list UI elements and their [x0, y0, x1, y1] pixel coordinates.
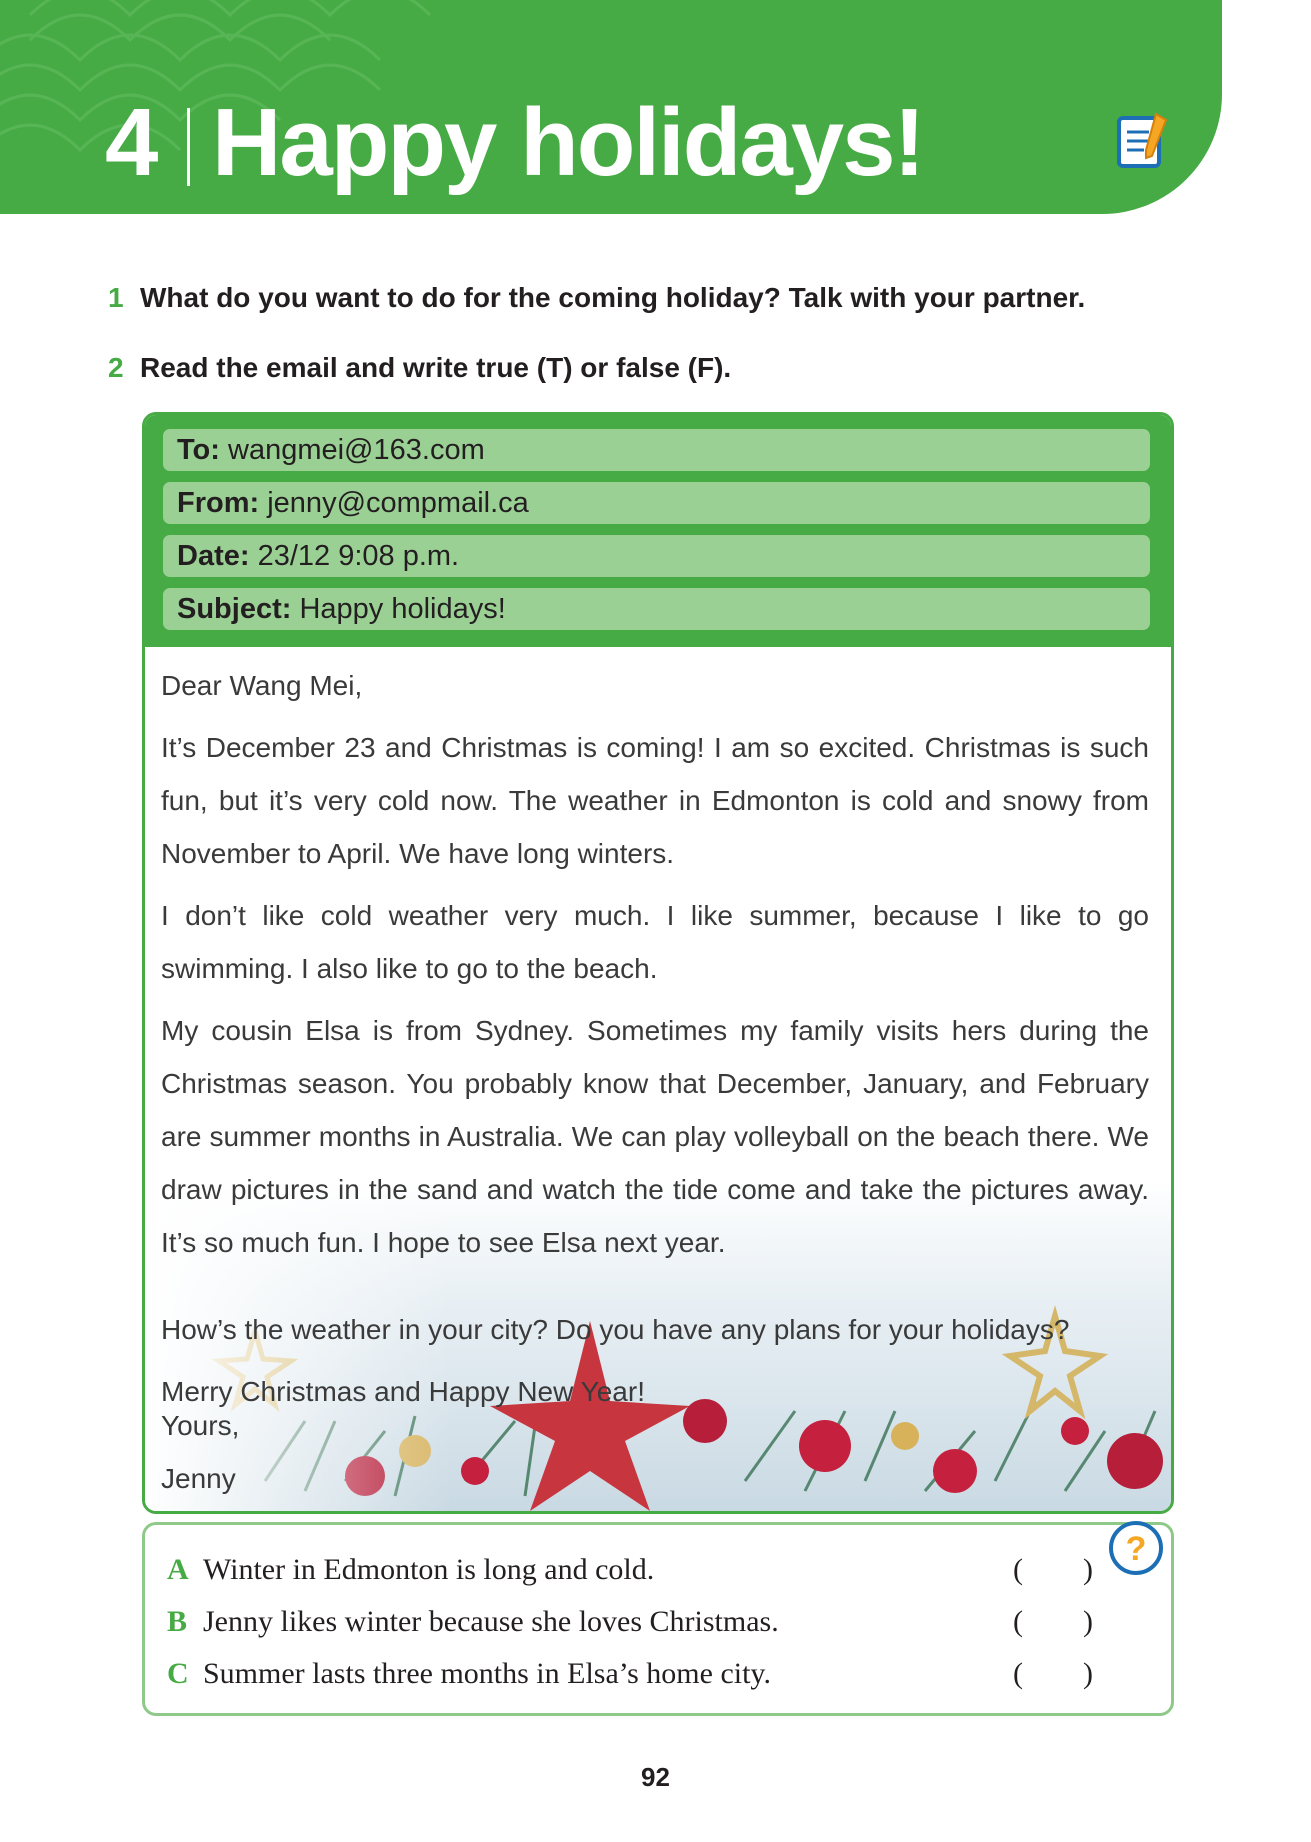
question-text: Winter in Edmonton is long and cold.	[203, 1553, 655, 1586]
email-from-row	[163, 482, 1150, 524]
true-false-questions	[142, 1522, 1174, 1716]
from-label: From:	[177, 487, 260, 519]
question-c	[167, 1657, 771, 1691]
question-b	[167, 1605, 779, 1639]
svg-text:?: ?	[1125, 1530, 1147, 1568]
email-signature: Jenny	[161, 1463, 236, 1494]
close-paren: )	[1083, 1605, 1093, 1638]
task-number: 1	[108, 282, 124, 313]
unit-number: 4	[105, 89, 159, 196]
from-value: jenny@compmail.ca	[267, 487, 529, 519]
email-paragraph-1: It’s December 23 and Christmas is coming! I am so excited. Christmas is such fun, but it’s very cold now. The weather in Edmonton is cold and snowy from November to April. We have long winters.	[161, 732, 1149, 869]
title-separator	[187, 108, 190, 186]
question-text: Summer lasts three months in Elsa’s home city.	[203, 1657, 771, 1690]
task-1	[108, 282, 1085, 314]
subject-value: Happy holidays!	[299, 593, 506, 625]
task-2	[108, 352, 731, 384]
email-header	[145, 415, 1171, 647]
question-mark-icon	[1108, 1520, 1164, 1576]
close-paren: )	[1083, 1657, 1093, 1690]
email-closing: Yours,	[161, 1410, 240, 1441]
answer-blank-b[interactable]	[1013, 1605, 1093, 1639]
email-paragraph-2: I don’t like cold weather very much. I like summer, because I like to go swimming. I also like to go to the beach.	[161, 900, 1149, 984]
task-text: Read the email and write true (T) or false (F).	[140, 352, 732, 383]
notebook-pencil-icon	[1116, 112, 1170, 170]
close-paren: )	[1083, 1553, 1093, 1586]
open-paren: (	[1013, 1657, 1023, 1690]
date-value: 23/12 9:08 p.m.	[257, 540, 460, 572]
task-text: What do you want to do for the coming holiday? Talk with your partner.	[140, 282, 1086, 313]
email-paragraph-5: Merry Christmas and Happy New Year!	[161, 1376, 645, 1407]
page-number: 92	[641, 1762, 670, 1792]
to-value: wangmei@163.com	[228, 434, 485, 466]
question-letter: B	[167, 1605, 188, 1638]
question-letter: A	[167, 1553, 189, 1586]
open-paren: (	[1013, 1553, 1023, 1586]
email-date-row	[163, 535, 1150, 577]
email-subject-row	[163, 588, 1150, 630]
page-title: Happy holidays!	[212, 89, 924, 196]
question-letter: C	[167, 1657, 189, 1690]
date-label: Date:	[177, 540, 250, 572]
to-label: To:	[177, 434, 220, 466]
question-a	[167, 1553, 654, 1587]
open-paren: (	[1013, 1605, 1023, 1638]
answer-blank-c[interactable]	[1013, 1657, 1093, 1691]
unit-banner	[0, 0, 1222, 214]
email-paragraph-4: How’s the weather in your city? Do you have any plans for your holidays?	[161, 1314, 1070, 1345]
email-to-row	[163, 429, 1150, 471]
answer-blank-a[interactable]	[1013, 1553, 1093, 1587]
email-greeting: Dear Wang Mei,	[161, 670, 363, 701]
task-number: 2	[108, 352, 124, 383]
subject-label: Subject:	[177, 593, 292, 625]
email-card	[142, 412, 1174, 1514]
email-paragraph-3: My cousin Elsa is from Sydney. Sometimes my family visits hers during the Christmas season. You probably know that December, January, and February are summer months in Australia. We can play volleyball on the beach there. We draw pictures in the sand and watch the tide come and take the pictures away. It’s so much fun. I hope to see Elsa next year.	[161, 1015, 1149, 1258]
question-text: Jenny likes winter because she loves Christmas.	[203, 1605, 779, 1638]
